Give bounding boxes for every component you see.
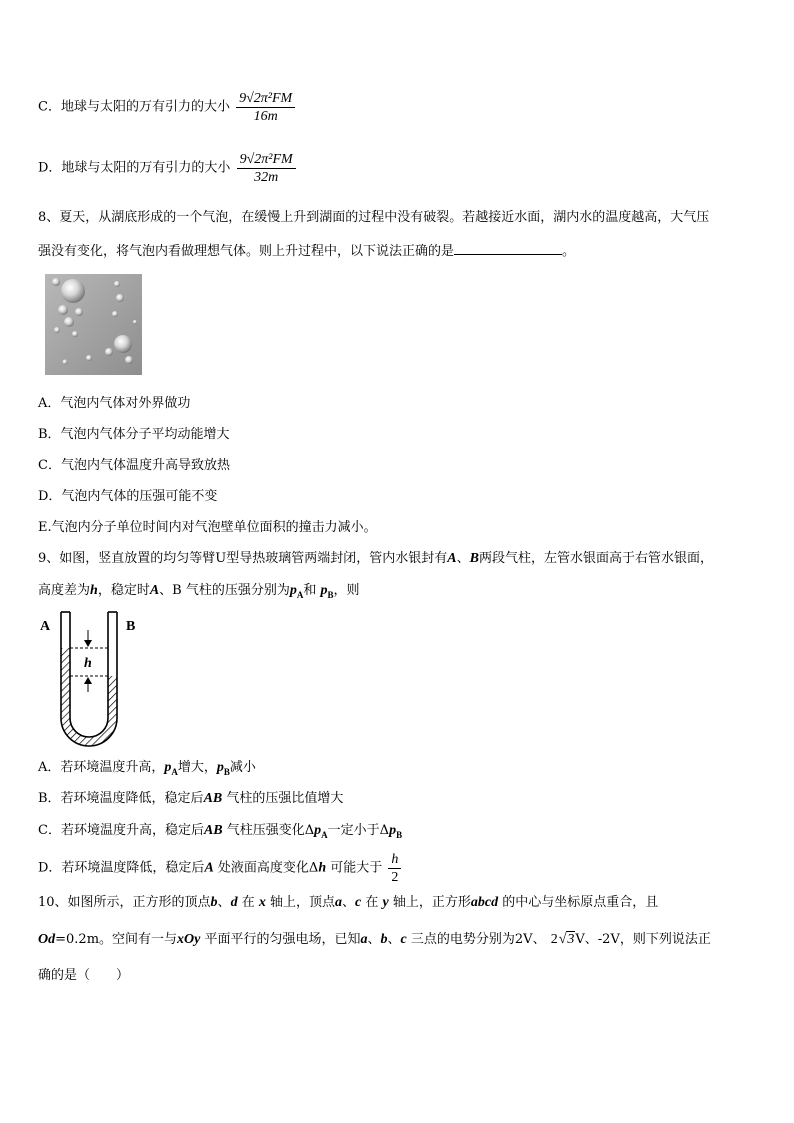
option-d	[38, 151, 296, 186]
q9-option-c	[38, 823, 402, 843]
q8-line2-end: 。	[562, 244, 576, 259]
q10-line1-f: 的中心与坐标原点重合，且	[502, 895, 659, 910]
q10-sep2: 、	[342, 895, 356, 910]
q10-sqrt-coef: 2	[550, 932, 558, 947]
q10-line2-b: 平面平行的匀强电场，已知	[204, 932, 361, 947]
q9-option-c-text: C．若环境温度升高，稳定后	[38, 823, 204, 838]
q9-line1-text: 9、如图，竖直放置的均匀等臂U型导热玻璃管两端封闭，管内水银封有	[38, 551, 448, 566]
q8-option-e: E.气泡内分子单位时间内对气泡壁单位面积的撞击力减小。	[38, 520, 377, 535]
q8-option-b: B．气泡内气体分子平均动能增大	[38, 427, 230, 442]
bubbles-image	[45, 274, 142, 375]
q9-option-a-end: 减小	[229, 760, 256, 775]
q9-var-a: A	[447, 551, 457, 566]
q9-option-a	[38, 760, 256, 780]
q8-line2	[38, 241, 575, 260]
option-c-label: C．地球与太阳的万有引力的大小	[38, 99, 230, 115]
q9-option-b-text: B．若环境温度降低，稳定后	[38, 791, 204, 806]
q9-pa: $p_A$	[289, 583, 304, 600]
q9-option-a-pa: $p_A$	[164, 760, 178, 777]
q9-option-d-mid: 处液面高度变化Δ	[217, 860, 319, 876]
q9-pb: $p_B$	[320, 583, 334, 600]
q9-option-c-pb: $p_B$	[389, 823, 403, 840]
q10-var-b: b	[210, 895, 218, 910]
q9-option-d-numerator: h	[388, 851, 401, 869]
q9-option-d-fraction	[388, 851, 401, 886]
q9-var-b: B	[469, 551, 479, 566]
q9-option-c-mid2: 一定小于Δ	[327, 823, 390, 838]
q10-var-c: c	[355, 895, 362, 910]
q9-option-d-text: D．若环境温度降低，稳定后	[38, 860, 205, 876]
q10-var-a: a	[335, 895, 343, 910]
q10-var-od: Od	[38, 932, 56, 947]
q8-option-a: A．气泡内气体对外界做功	[38, 396, 191, 411]
q9-line2-b: ，稳定时	[97, 583, 150, 598]
q8-answer-blank[interactable]	[454, 241, 562, 255]
q10-var-abcd: abcd	[470, 895, 499, 910]
q10-var-b2: b	[380, 932, 388, 947]
option-d-numerator: 9√2π²FM	[237, 151, 296, 169]
q8-line2-text: 强没有变化，将气泡内看做理想气体。则上升过程中，以下说法正确的是	[38, 244, 455, 259]
q10-var-c2: c	[400, 932, 407, 947]
q9-line1-rest: 两段气柱，左管水银面高于右管水银面，	[478, 551, 713, 566]
q10-sep1: 、	[217, 895, 231, 910]
q9-option-d-a: A	[204, 860, 214, 876]
fig-label-h: h	[84, 656, 92, 671]
q9-line2-c: 、B 气柱的压强分别为	[159, 583, 290, 598]
q9-var-a2: A	[149, 583, 160, 598]
q9-line1	[38, 551, 713, 567]
q10-line2-text: =0.2m。空间有一与	[55, 932, 178, 947]
q8-option-d: D．气泡内气体的压强可能不变	[38, 489, 218, 504]
q10-line2-end: V、-2V，则下列说法正	[575, 932, 711, 947]
option-d-denominator: 32m	[254, 170, 279, 185]
option-c-denominator: 16m	[253, 109, 278, 124]
q9-line2	[38, 583, 360, 603]
q10-line2	[38, 932, 711, 948]
option-c-fraction	[236, 90, 295, 125]
q9-line2-end: ，则	[333, 583, 360, 598]
q9-and: 和	[303, 583, 317, 598]
q10-var-d: d	[230, 895, 238, 910]
fig-label-b: B	[126, 619, 136, 634]
q10-sqrt: 2√3	[550, 932, 575, 947]
q10-var-y: y	[382, 895, 389, 910]
q9-option-d-denominator: 2	[391, 870, 399, 885]
q9-option-a-text: A．若环境温度升高，	[38, 760, 165, 775]
q9-option-b-end: 气柱的压强比值增大	[226, 791, 344, 806]
q9-option-d-h: h	[318, 860, 327, 876]
q10-line1-e: 轴上，正方形	[392, 895, 471, 910]
q9-option-c-ab: AB	[203, 823, 223, 838]
q10-var-x: x	[258, 895, 266, 910]
q9-option-a-mid: 增大，	[177, 760, 217, 775]
q10-line1-d: 在	[365, 895, 379, 910]
q10-sep3: 、	[367, 932, 381, 947]
option-d-fraction	[237, 151, 296, 186]
q10-line1-text: 10、如图所示，正方形的顶点	[38, 895, 211, 910]
q9-line2-text: 高度差为	[38, 583, 91, 598]
q9-option-a-pb: $p_B$	[216, 760, 230, 777]
option-c	[38, 90, 295, 125]
fig-label-a: A	[40, 619, 51, 634]
q10-line3: 确的是（ ）	[38, 968, 130, 983]
q8-line1: 8、夏天，从湖底形成的一个气泡，在缓慢上升到湖面的过程中没有破裂。若越接近水面，湖内水的温度越高，大气压	[38, 210, 710, 225]
q10-line1-c: 轴上，顶点	[270, 895, 336, 910]
option-c-numerator: 9√2π²FM	[236, 90, 295, 108]
u-tube-diagram	[36, 610, 146, 760]
q10-sqrt-val: 3	[567, 932, 575, 947]
option-d-label: D．地球与太阳的万有引力的大小	[38, 160, 231, 176]
q9-option-d	[38, 851, 401, 886]
q9-var-h: h	[90, 583, 98, 598]
q10-line1-b: 在	[241, 895, 255, 910]
q9-option-c-pa: $p_A$	[314, 823, 328, 840]
q10-line2-c: 三点的电势分别为2V、	[410, 932, 546, 947]
q10-sep4: 、	[387, 932, 401, 947]
q8-option-c: C．气泡内气体温度升高导致放热	[38, 458, 230, 473]
q10-var-a2: a	[360, 932, 368, 947]
q9-option-d-mid2: 可能大于	[330, 860, 383, 876]
q9-option-b	[38, 791, 343, 807]
q9-sep: 、	[456, 551, 470, 566]
q9-option-c-mid: 气柱压强变化Δ	[226, 823, 315, 838]
q10-line1	[38, 895, 658, 911]
q10-var-xoy: xOy	[177, 932, 201, 947]
q9-option-b-ab: AB	[203, 791, 223, 806]
